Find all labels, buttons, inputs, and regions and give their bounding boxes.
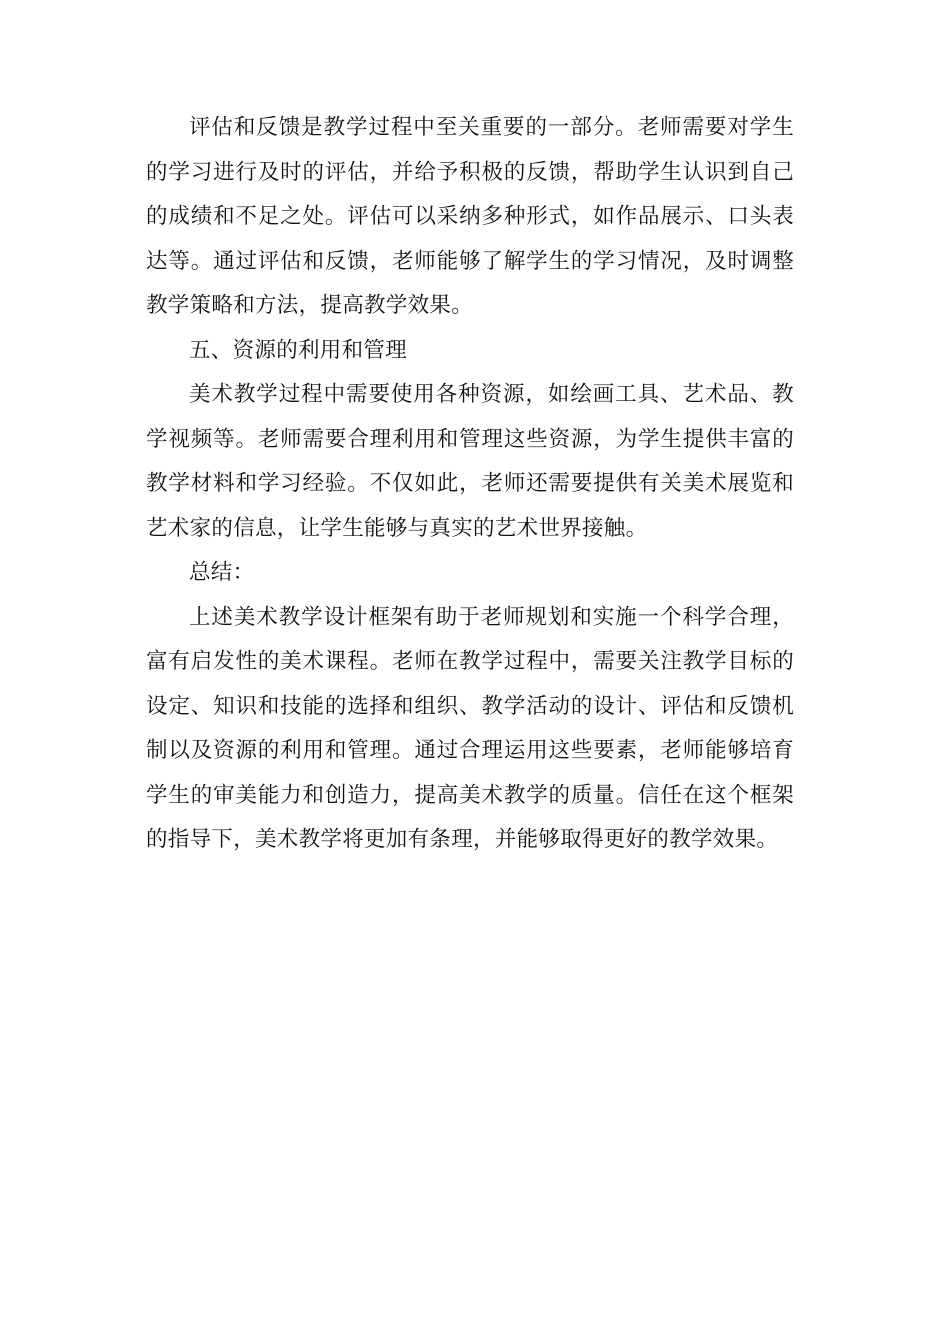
section-heading-resources: 五、资源的利用和管理: [189, 337, 408, 363]
paragraph-summary: 上述美术教学设计框架有助于老师规划和实施一个科学合理，富有启发性的美术课程。老师在教学过程中，需要关注教学目标的设定、知识和技能的选择和组织、教学活动的设计、评估和反馈机制以及资源的利用和管理。通过合理运用这些要素，老师能够培育学生的审美能力和创造力，提高美术教学的质量。信任在这个框架的指导下，美术教学将更加有条理，并能够取得更好的教学效果。: [146, 604, 794, 852]
paragraph-resources: 美术教学过程中需要使用各种资源，如绘画工具、艺术品、教学视频等。老师需要合理利用和管理这些资源，为学生提供丰富的教学材料和学习经验。不仅如此，老师还需要提供有关美术展览和艺术家的信息，让学生能够与真实的艺术世界接触。: [146, 382, 794, 541]
document-body: [146, 106, 794, 863]
paragraph-evaluation-feedback: 评估和反馈是教学过程中至关重要的一部分。老师需要对学生的学习进行及时的评估，并给予积极的反馈，帮助学生认识到自己的成绩和不足之处。评估可以采纳多种形式，如作品展示、口头表达等。通过评估和反馈，老师能够了解学生的学习情况，及时调整教学策略和方法，提高教学效果。: [146, 115, 794, 318]
summary-heading: 总结：: [189, 560, 255, 585]
